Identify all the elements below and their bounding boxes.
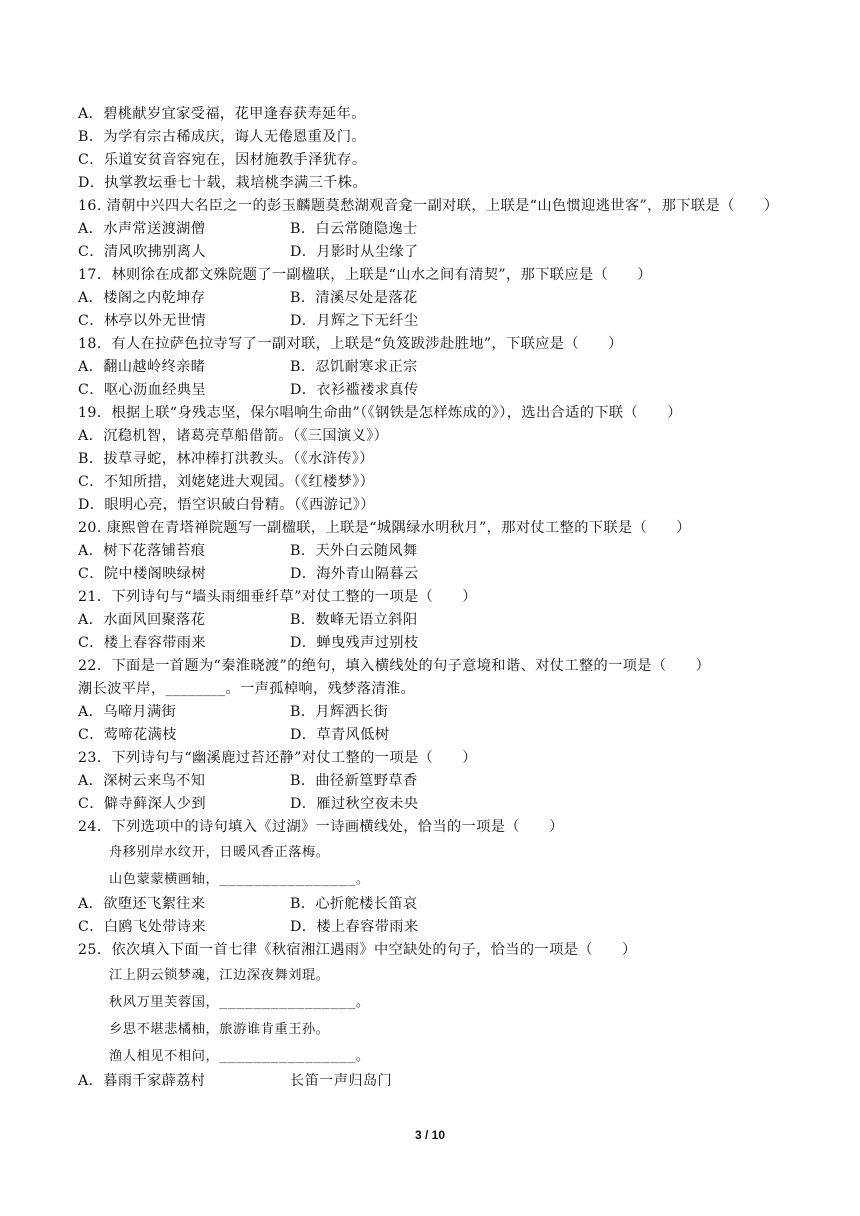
option-b: B．数峰无语立斜阳 (290, 612, 418, 628)
question-22: 22．下面是一首题为“秦淮晓渡”的绝句，填入横线处的句子意境和谐、对仗工整的一项是（ ） (78, 658, 711, 674)
option-a: A．水面风回聚落花 (78, 612, 206, 628)
option-d: D．月辉之下无纤尘 (290, 313, 419, 329)
option-c: C．莺啼花满枝 (78, 727, 177, 743)
option-a: A．水声常送渡湖僧 (78, 221, 206, 237)
option-b: B．心折舵楼长笛哀 (290, 896, 418, 912)
poem-line: 山色蒙蒙横画轴，________________。 (109, 872, 370, 887)
option-d: D．楼上春容带雨来 (290, 919, 419, 935)
option-a: A．欲堕还飞絮往来 (78, 896, 206, 912)
option-b: B．白云常随隐逸士 (290, 221, 418, 237)
option-a-second-line: 长笛一声归岛门 (290, 1073, 393, 1089)
option-b: B．拔草寻蛇，林冲棒打洪教头。（《水浒传》） (78, 451, 374, 467)
option-d: D．眼明心亮，悟空识破白骨精。（《西游记》） (78, 497, 375, 513)
poem-line: 舟移别岸水纹开，日暖风香正落梅。 (109, 845, 330, 860)
page-number: 3 / 10 (414, 1128, 446, 1142)
option-d: D．蝉曳残声过别枝 (290, 635, 419, 651)
option-c: C．白鸥飞处带诗来 (78, 919, 206, 935)
option-d: D．月影时从尘缘了 (290, 244, 419, 260)
option-a: A．树下花落铺苔痕 (78, 543, 206, 559)
option-a: A．深树云来鸟不知 (78, 773, 206, 789)
option-a: A．楼阁之内乾坤存 (78, 290, 206, 306)
option-line: C．乐道安贫音容宛在，因材施教手泽犹存。 (78, 152, 367, 168)
question-16: 16. 清朝中兴四大名臣之一的彭玉麟题莫愁湖观音龛一副对联，上联是“山色惯迎逃世客”，那下联是（ ） (78, 198, 779, 214)
option-d: D．草青风低树 (290, 727, 390, 743)
option-c: C．清风吹拂别离人 (78, 244, 206, 260)
option-b: B．忍饥耐寒求正宗 (290, 359, 418, 375)
option-b: B．清溪尽处是落花 (290, 290, 418, 306)
option-c: C．院中楼阁映绿树 (78, 566, 206, 582)
option-c: C．林亭以外无世情 (78, 313, 206, 329)
option-a: A．乌啼月满街 (78, 704, 177, 720)
option-a: A．暮雨千家薜荔村 (78, 1073, 206, 1089)
question-20: 20. 康熙曾在青塔禅院题写一副楹联，上联是“城隅绿水明秋月”，那对仗工整的下联是（ ） (78, 520, 691, 536)
question-25: 25．依次填入下面一首七律《秋宿湘江遇雨》中空缺处的句子，恰当的一项是（ ） (78, 942, 637, 958)
option-line: D．执掌教坛垂七十载，栽培桃李满三千株。 (78, 175, 367, 191)
question-19: 19．根据上联“身残志坚，保尔唱响生命曲”（《钢铁是怎样炼成的》），选出合适的下联（ ） (78, 405, 682, 421)
option-c: C．不知所措，刘姥姥进大观园。（《红楼梦》） (78, 474, 375, 490)
question-18: 18．有人在拉萨色拉寺写了一副对联，上联是“负笈跋涉赴胜地”，下联应是（ ） (78, 336, 623, 352)
question-21: 21．下列诗句与“墙头雨细垂纤草”对仗工整的一项是（ ） (78, 589, 477, 605)
question-24: 24．下列选项中的诗句填入《过湖》一诗画横线处，恰当的一项是（ ） (78, 819, 564, 835)
option-line: B．为学有宗古稀成庆，诲人无倦恩重及门。 (78, 129, 366, 145)
poem-line: 潮长波平岸，________。一声孤棹响，残梦落清淮。 (78, 681, 416, 697)
option-d: D．雁过秋空夜未央 (290, 796, 419, 812)
option-c: C．楼上春容带雨来 (78, 635, 206, 651)
option-b: B．天外白云随风舞 (290, 543, 418, 559)
option-c: C．僻寺藓深人少到 (78, 796, 206, 812)
option-c: C．呕心沥血经典呈 (78, 382, 206, 398)
option-a: A．沉稳机智，诸葛亮草船借箭。（《三国演义》） (78, 428, 389, 444)
poem-line: 江上阴云锁梦魂，江边深夜舞刘琨。 (109, 968, 330, 983)
poem-line: 秋风万里芙蓉国，________________。 (109, 995, 370, 1010)
question-23: 23．下列诗句与“幽溪鹿过苔还静”对仗工整的一项是（ ） (78, 750, 477, 766)
option-d: D．海外青山隔暮云 (290, 566, 419, 582)
option-b: B．月辉洒长街 (290, 704, 389, 720)
option-d: D．衣衫褴褛求真传 (290, 382, 419, 398)
option-a: A．翻山越岭终亲睹 (78, 359, 206, 375)
option-b: B．曲径新篁野草香 (290, 773, 418, 789)
poem-line: 乡思不堪悲橘柚，旅游谁肯重王孙。 (109, 1022, 330, 1037)
option-line: A．碧桃献岁宜家受福，花甲逢春获寿延年。 (78, 106, 366, 122)
poem-line: 渔人相见不相问，________________。 (109, 1049, 370, 1064)
question-17: 17．林则徐在成都文殊院题了一副楹联，上联是“山水之间有清契”，那下联应是（ ） (78, 267, 652, 283)
